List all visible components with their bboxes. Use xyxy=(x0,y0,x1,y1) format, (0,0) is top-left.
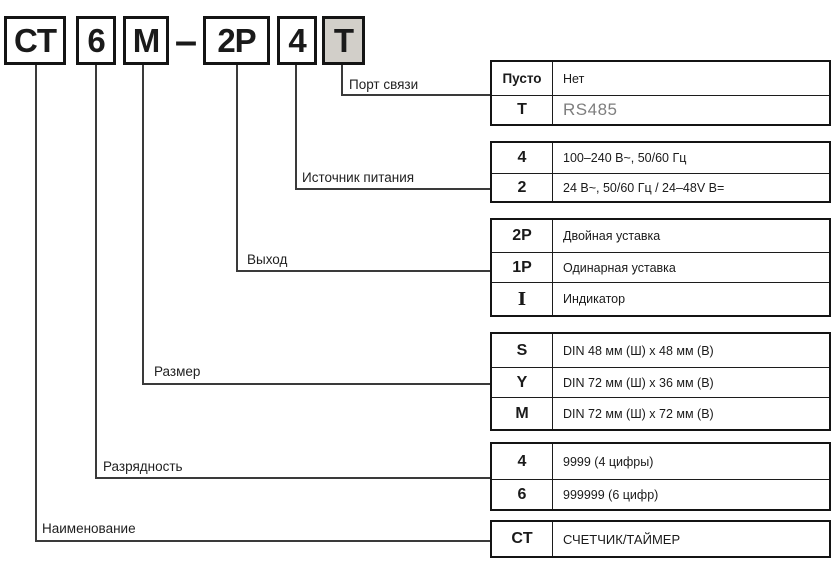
table-row xyxy=(492,444,829,479)
option-value: Двойная уставка xyxy=(563,229,661,243)
table-row xyxy=(492,522,829,556)
option-value: 9999 (4 цифры) xyxy=(563,454,654,469)
option-value: Одинарная уставка xyxy=(563,260,676,275)
code-box-m-text: M xyxy=(132,22,160,59)
table-razmer xyxy=(490,332,831,431)
table-row xyxy=(492,334,829,367)
group-label-port-svyazi: Порт связи xyxy=(349,77,419,92)
option-value: RS485 xyxy=(563,100,618,119)
option-key: S xyxy=(492,334,553,367)
group-label-istochnik-pitaniya: Источник питания xyxy=(302,170,415,185)
table-row xyxy=(492,173,829,201)
connector-horizontal-m xyxy=(143,383,490,385)
code-box-6-text: 6 xyxy=(87,22,105,59)
table-razryadnost xyxy=(490,442,831,511)
option-value: 100–240 В~, 50/60 Гц xyxy=(563,151,687,165)
connector-horizontal-ct xyxy=(36,540,490,542)
option-key: Y xyxy=(492,368,553,397)
option-value: Индикатор xyxy=(563,292,626,306)
option-value: 999999 (6 цифр) xyxy=(563,487,659,502)
connector-vertical-ct xyxy=(35,65,37,542)
connector-horizontal-t xyxy=(342,94,490,96)
code-box-ct xyxy=(4,16,66,65)
option-value: DIN 48 мм (Ш) x 48 мм (В) xyxy=(563,343,714,358)
code-box-t xyxy=(322,16,365,65)
option-value: DIN 72 мм (Ш) x 36 мм (В) xyxy=(563,375,714,390)
table-row xyxy=(492,282,829,315)
connector-vertical-t xyxy=(341,65,343,96)
code-box-t-text: T xyxy=(333,22,354,59)
table-row xyxy=(492,62,829,95)
option-value: Нет xyxy=(563,71,585,86)
option-key: 6 xyxy=(492,480,553,509)
option-key: 2 xyxy=(492,174,553,201)
option-key: Пусто xyxy=(492,62,553,95)
option-key: I xyxy=(492,283,553,315)
code-box-6 xyxy=(76,16,116,65)
option-value: DIN 72 мм (Ш) x 72 мм (В) xyxy=(563,406,714,421)
table-port-svyazi xyxy=(490,60,831,126)
table-row xyxy=(492,252,829,282)
option-key: 1P xyxy=(492,253,553,282)
option-key: CT xyxy=(492,522,553,556)
option-value: 24 В~, 50/60 Гц / 24–48V В= xyxy=(563,180,725,195)
connector-horizontal-6 xyxy=(96,477,490,479)
group-label-razryadnost: Разрядность xyxy=(103,459,183,474)
code-separator-dash: – xyxy=(174,18,198,63)
code-box-ct-text: CT xyxy=(14,22,56,59)
table-row xyxy=(492,95,829,124)
option-key: 4 xyxy=(492,444,553,479)
table-row xyxy=(492,143,829,173)
option-key: 2P xyxy=(492,220,553,252)
table-row xyxy=(492,220,829,252)
option-key: 4 xyxy=(492,143,553,173)
option-key: M xyxy=(492,398,553,429)
option-key: T xyxy=(492,96,553,124)
table-row xyxy=(492,397,829,429)
table-row xyxy=(492,367,829,397)
connector-vertical-2p xyxy=(236,65,238,272)
group-label-razmer: Размер xyxy=(154,364,201,379)
group-label-naimenovanie: Наименование xyxy=(42,521,136,536)
connector-vertical-m xyxy=(142,65,144,385)
code-box-4-text: 4 xyxy=(288,22,306,59)
group-label-vyhod: Выход xyxy=(247,252,288,267)
option-value: СЧЕТЧИК/ТАЙМЕР xyxy=(563,531,681,547)
table-istochnik-pitaniya xyxy=(490,141,831,203)
connector-vertical-4 xyxy=(295,65,297,190)
table-row xyxy=(492,479,829,509)
table-vyhod xyxy=(490,218,831,317)
code-box-2p-text: 2P xyxy=(217,22,256,59)
code-box-4 xyxy=(277,16,317,65)
table-naimenovanie xyxy=(490,520,831,558)
code-box-2p xyxy=(203,16,270,65)
code-box-m xyxy=(123,16,169,65)
connector-vertical-6 xyxy=(95,65,97,479)
connector-horizontal-4 xyxy=(296,188,490,190)
connector-horizontal-2p xyxy=(237,270,490,272)
